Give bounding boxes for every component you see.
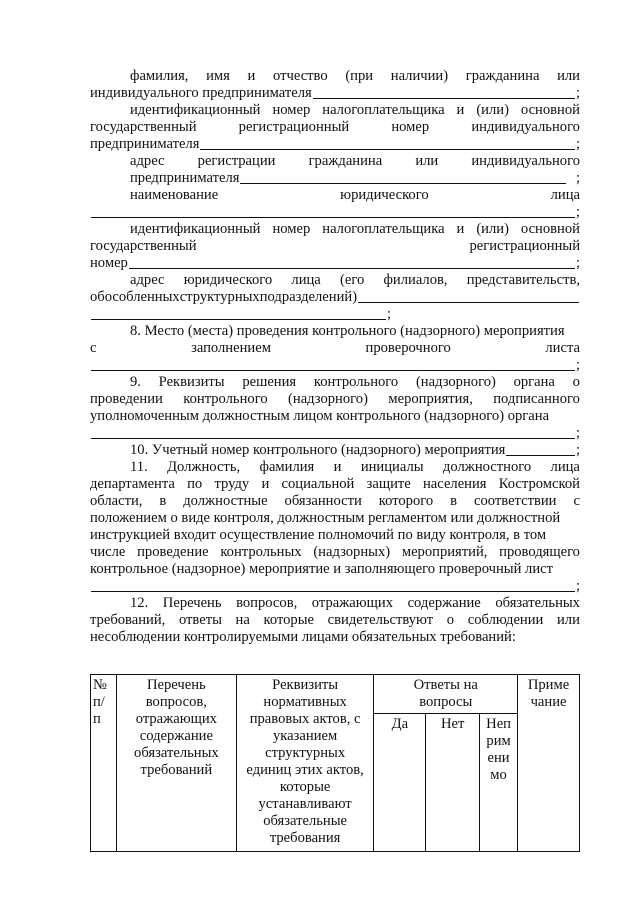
form-word: контрольного [183,391,268,407]
form-line [90,544,580,561]
form-word: инструкцией входит осуществление полномочий по виду контроля, в том [90,527,547,543]
form-word: департамента [90,476,175,492]
questions-table [90,674,580,852]
form-word: государственный [90,238,197,254]
form-word: налогоплательщика [322,102,445,118]
form-word: предпринимателя [130,170,240,186]
form-word: проведение [137,544,209,560]
form-line [90,374,580,391]
form-line [90,357,580,374]
form-line [90,561,580,578]
form-word: регистрационный [469,238,580,254]
form-word: мероприятий, [401,544,488,560]
form-word: номер [272,221,311,237]
form-word: имя [206,68,230,84]
form-line [90,578,580,595]
form-word: мероприятия, [388,391,473,407]
form-word: предпринимателя [90,136,200,152]
fill-in-blank-line[interactable] [506,454,575,456]
form-word: (при [345,68,374,84]
header-answers: Ответы на вопросы [374,675,518,714]
form-word: номер [272,102,311,118]
form-word: должностные [183,493,268,509]
line-terminator: ; [575,425,580,441]
form-word: органа [513,374,555,390]
form-word: или [557,612,580,628]
form-word: соблюдении [467,612,544,628]
form-word: и [261,476,270,492]
form-line [90,442,580,459]
form-word: должностного [442,459,532,475]
form-word: требований, [90,612,166,628]
form-line [90,255,580,272]
form-word: 11. [130,459,148,475]
form-word: (надзорного) [288,391,368,407]
line-terminator: ; [575,442,580,458]
form-line [90,136,580,153]
form-line [90,527,580,544]
form-word: положением о виде контроля, должностным регламентом или должностной [90,510,561,526]
form-line [90,170,580,187]
form-word: инициалы [360,459,424,475]
form-word: юридического [340,187,429,203]
form-word: подписанного [493,391,580,407]
form-line [90,459,580,476]
form-word: труду [214,476,250,492]
form-word: с [573,493,580,509]
form-word: свидетельствуют [327,612,434,628]
form-line [90,238,580,255]
header-number: № п/ п [91,675,117,852]
form-word: гражданина [308,153,383,169]
form-word: подразделений) [259,289,358,305]
form-line [90,153,580,170]
form-word: вопросов, [236,595,298,611]
fill-in-blank-line[interactable] [91,369,575,371]
header-note: Приме чание [518,675,580,852]
line-terminator: ; [575,136,580,152]
fill-in-blank-line[interactable] [91,318,386,320]
form-word: уполномоченным должностным лицом контрольного (надзорного) органа [90,408,550,424]
line-terminator: ; [575,578,580,594]
form-word: решения [242,374,297,390]
form-line [90,510,580,527]
form-word: контрольное (надзорное) мероприятие и заполняющего проверочный лист [90,561,553,577]
form-line [90,119,580,136]
form-line [90,187,580,204]
form-word: идентификационный [130,102,261,118]
form-word: соответствии [474,493,557,509]
form-word: числе [90,544,126,560]
form-word: обособленных [90,289,180,305]
form-word: номер [90,255,128,271]
form-word: лица [550,187,580,203]
form-word: о [572,374,580,390]
form-word: обязательных [495,595,580,611]
form-word: отражающих [311,595,394,611]
form-line [90,493,580,510]
form-word: налогоплательщика [322,221,445,237]
form-word: филиалов, [383,272,448,288]
fill-in-blank-line[interactable] [91,590,575,592]
fill-in-blank-line[interactable] [200,148,574,150]
form-word: по [187,476,203,492]
fill-in-blank-line[interactable] [358,301,579,303]
form-text [90,68,580,646]
header-yes: Да [374,714,426,852]
form-word: фамилия [259,459,315,475]
form-word: индивидуального предпринимателя [90,85,312,101]
line-terminator: ; [575,170,580,186]
form-word: которого [378,493,434,509]
form-word: лица [291,272,321,288]
form-word: с [90,340,97,356]
form-word: основной [520,102,580,118]
line-terminator: ; [575,255,580,271]
form-line [90,68,580,85]
form-word: проверочного [365,340,451,356]
form-word: и [247,68,256,84]
line-terminator: ; [387,306,392,322]
form-line [90,306,580,323]
form-word: структурных [179,289,260,305]
form-word: на [235,612,250,628]
form-word: Костромской [498,476,580,492]
form-word: Должность, [167,459,241,475]
form-word: несоблюдении контролируемыми лицами обязательных требований: [90,629,516,645]
form-line [90,476,580,493]
form-line [90,102,580,119]
form-word: 9. [130,374,141,390]
form-word: Перечень [162,595,222,611]
form-word: (надзорного) [415,374,496,390]
header-no: Нет [426,714,480,852]
fill-in-blank-line[interactable] [240,182,565,184]
form-word: области, [90,493,143,509]
form-word: (надзорных) [313,544,391,560]
form-word: и [333,459,342,475]
form-word: (или) [476,221,509,237]
form-line [90,595,580,612]
form-word: идентификационный [130,221,261,237]
form-word: индивидуального [471,119,580,135]
form-word: и [456,102,465,118]
form-line [90,85,580,102]
form-line [90,408,580,425]
form-word: лица [550,459,580,475]
form-line [90,391,580,408]
form-word: наличии) [390,68,449,84]
form-word: наименование [130,187,219,203]
form-word: заполнением [191,340,271,356]
form-word: ответы [178,612,222,628]
form-line [90,289,580,306]
form-word: основной [520,221,580,237]
form-word: о [446,612,455,628]
header-not-applicable: Неп рим ени мо [480,714,518,852]
line-terminator: ; [575,204,580,220]
form-line [90,425,580,442]
form-word: контрольных [220,544,302,560]
form-word: регистрационный [238,119,350,135]
form-line [90,612,580,629]
form-word: листа [545,340,580,356]
form-word: адрес [130,153,165,169]
line-terminator: ; [575,85,580,101]
form-word: в [159,493,167,509]
header-question-list: Перечень вопросов, отражающих содержание обязательных требований [116,675,236,852]
form-line [90,272,580,289]
form-line [90,629,580,646]
form-word: представительств, [466,272,580,288]
form-word: которые [263,612,314,628]
form-word: регистрации [197,153,276,169]
fill-in-blank-line[interactable] [129,267,575,269]
form-word: защите [366,476,411,492]
form-word: номер [391,119,430,135]
form-word: Реквизиты [158,374,225,390]
form-word: содержание [407,595,481,611]
form-word: в [450,493,458,509]
header-legal-requisites: Реквизиты нормативных правовых актов, с указанием структурных единиц этих актов, которые устанавливают обязательные требования [236,675,374,852]
form-word: гражданина [465,68,540,84]
fill-in-blank-line[interactable] [91,437,575,439]
form-line [90,204,580,221]
form-word: отчество [273,68,328,84]
form-word: обязанности [284,493,362,509]
form-word: и [456,221,465,237]
fill-in-blank-line[interactable] [313,97,575,99]
form-word: 12. [130,595,149,611]
form-line [90,340,580,357]
form-word: контрольного [313,374,399,390]
form-word: (или) [476,102,509,118]
form-word: государственный [90,119,197,135]
form-line [90,221,580,238]
form-word: индивидуального [471,153,580,169]
form-word: или [557,68,580,84]
form-word: проведении [90,391,163,407]
form-word: социальной [281,476,355,492]
form-word: фамилия, [130,68,189,84]
form-word: проводящего [499,544,580,560]
form-word: 8. Место (места) проведения контрольного (надзорного) мероприятия [130,323,565,339]
form-word: или [415,153,439,169]
form-line [90,323,580,340]
form-word: (его [340,272,365,288]
form-word: юридического [183,272,273,288]
line-terminator: ; [575,357,580,373]
form-word: адрес [130,272,165,288]
form-word: 10. Учетный номер контрольного (надзорного) мероприятия [130,442,506,458]
form-word: населения [423,476,487,492]
fill-in-blank-line[interactable] [91,216,575,218]
